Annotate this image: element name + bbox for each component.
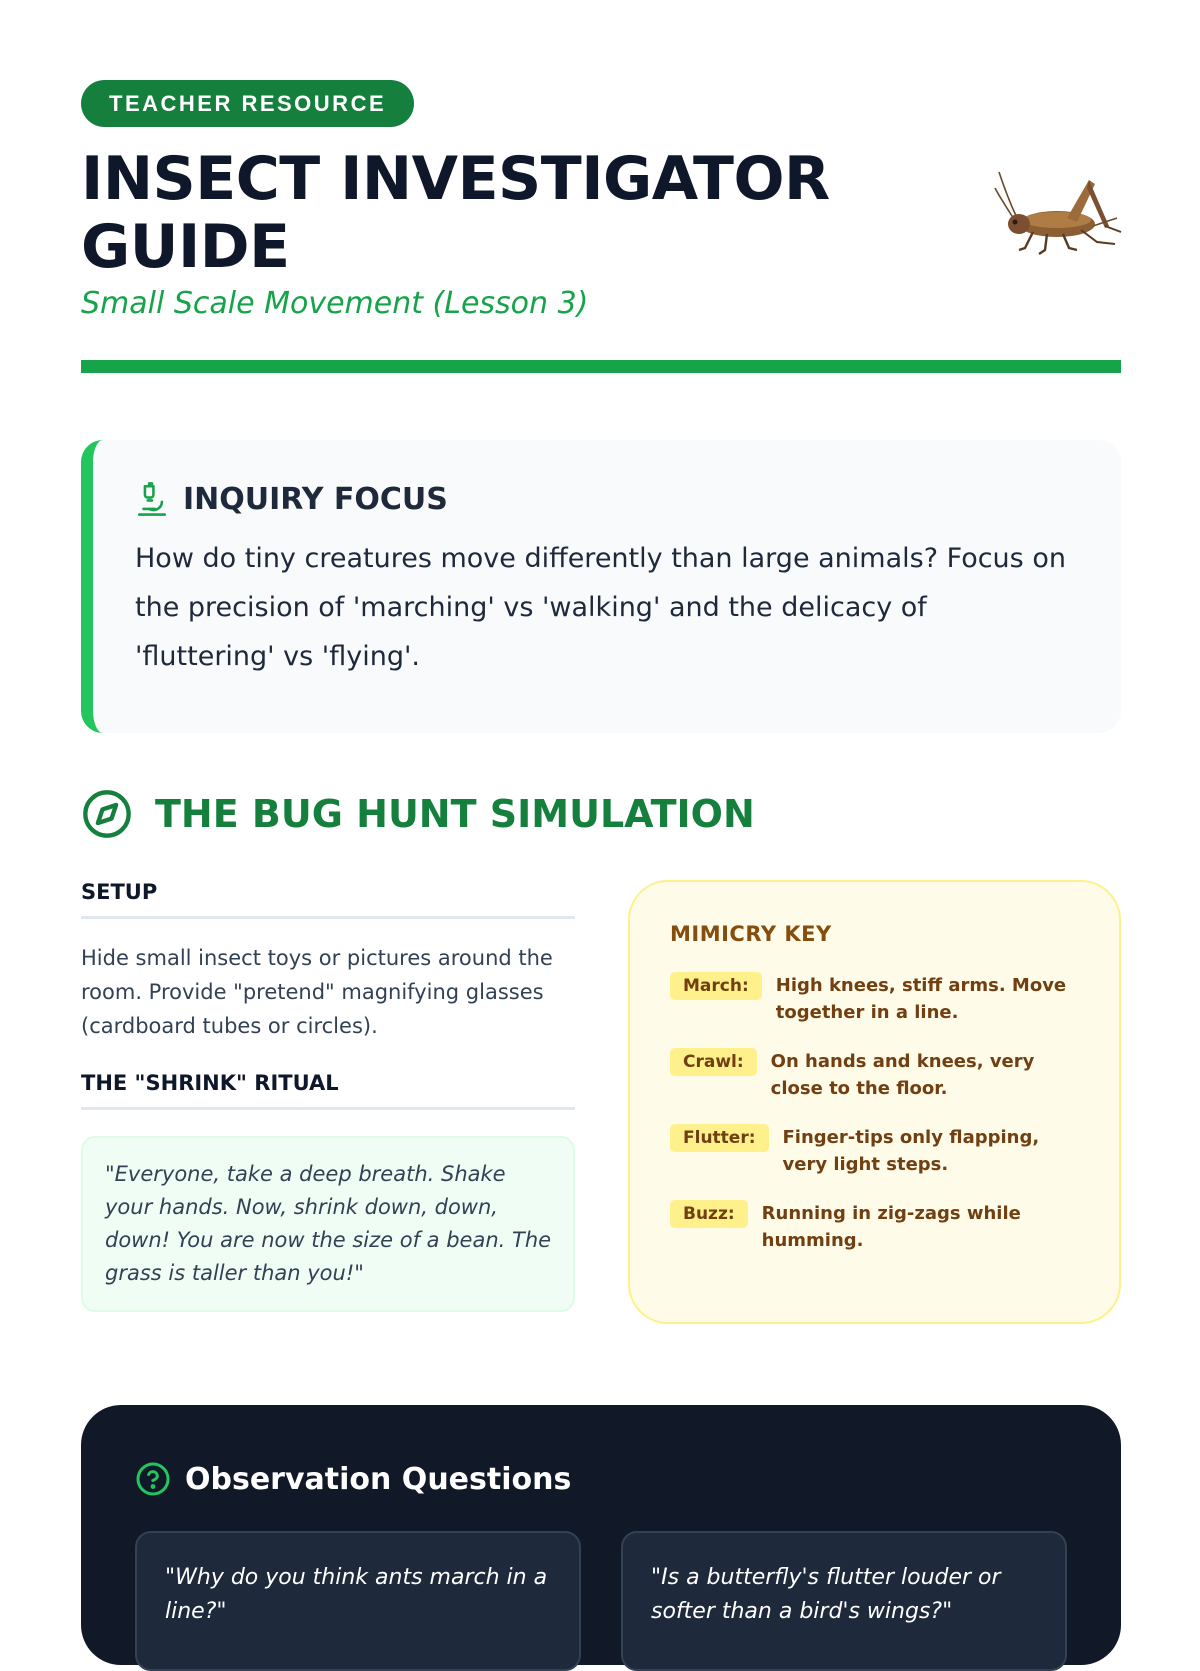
header-divider <box>81 360 1121 373</box>
mimicry-item-label: Buzz: <box>670 1200 748 1228</box>
mimicry-item <box>670 972 1079 1026</box>
observation-questions-title: Observation Questions <box>185 1461 572 1497</box>
question-card: "Why do you think ants march in a line?" <box>135 1531 581 1671</box>
cricket-illustration <box>997 162 1121 258</box>
mimicry-item-desc: High knees, stiff arms. Move together in a line. <box>775 975 1067 1023</box>
mimicry-item-desc: Finger-tips only flapping, very light steps. <box>782 1127 1040 1175</box>
mimicry-item-label: Crawl: <box>670 1048 757 1076</box>
mimicry-key-card <box>628 880 1121 1324</box>
mimicry-item-label: Flutter: <box>670 1124 769 1152</box>
inquiry-focus-card <box>81 440 1121 733</box>
mimicry-item-desc: On hands and knees, very close to the floor. <box>770 1051 1035 1099</box>
setup-column <box>81 880 575 1312</box>
page-subtitle: Small Scale Movement (Lesson 3) <box>81 286 589 321</box>
bug-hunt-heading <box>81 788 755 840</box>
shrink-ritual-heading: THE "SHRINK" RITUAL <box>81 1071 575 1110</box>
observation-questions-panel <box>81 1405 1121 1665</box>
teacher-resource-badge: TEACHER RESOURCE <box>81 80 414 127</box>
setup-text: Hide small insect toys or pictures around the room. Provide "pretend" magnifying glasses (cardboard tubes or circles). <box>81 946 553 1038</box>
setup-heading: SETUP <box>81 880 575 919</box>
bug-hunt-title: THE BUG HUNT SIMULATION <box>155 792 755 836</box>
mimicry-item <box>670 1200 1079 1254</box>
inquiry-focus-text: How do tiny creatures move differently than large animals? Focus on the precision of 'marching' vs 'walking' and the delicacy of 'fluttering' vs 'flying'. <box>135 543 1066 672</box>
microscope-icon <box>135 480 169 518</box>
mimicry-item <box>670 1124 1079 1178</box>
page-title: INSECT INVESTIGATOR GUIDE <box>81 144 830 282</box>
page-header <box>81 80 1121 323</box>
question-card: "Is a butterfly's flutter louder or softer than a bird's wings?" <box>621 1531 1067 1671</box>
inquiry-focus-title: INQUIRY FOCUS <box>183 481 448 517</box>
mimicry-item <box>670 1048 1079 1102</box>
question-circle-icon <box>135 1461 171 1497</box>
mimicry-key-title: MIMICRY KEY <box>670 922 832 946</box>
mimicry-item-desc: Running in zig-zags while humming. <box>761 1203 1021 1251</box>
compass-icon <box>81 788 133 840</box>
mimicry-item-label: March: <box>670 972 762 1000</box>
shrink-ritual-quote: "Everyone, take a deep breath. Shake your hands. Now, shrink down, down, down! You are now the size of a bean. The grass is taller than you!" <box>81 1136 575 1312</box>
